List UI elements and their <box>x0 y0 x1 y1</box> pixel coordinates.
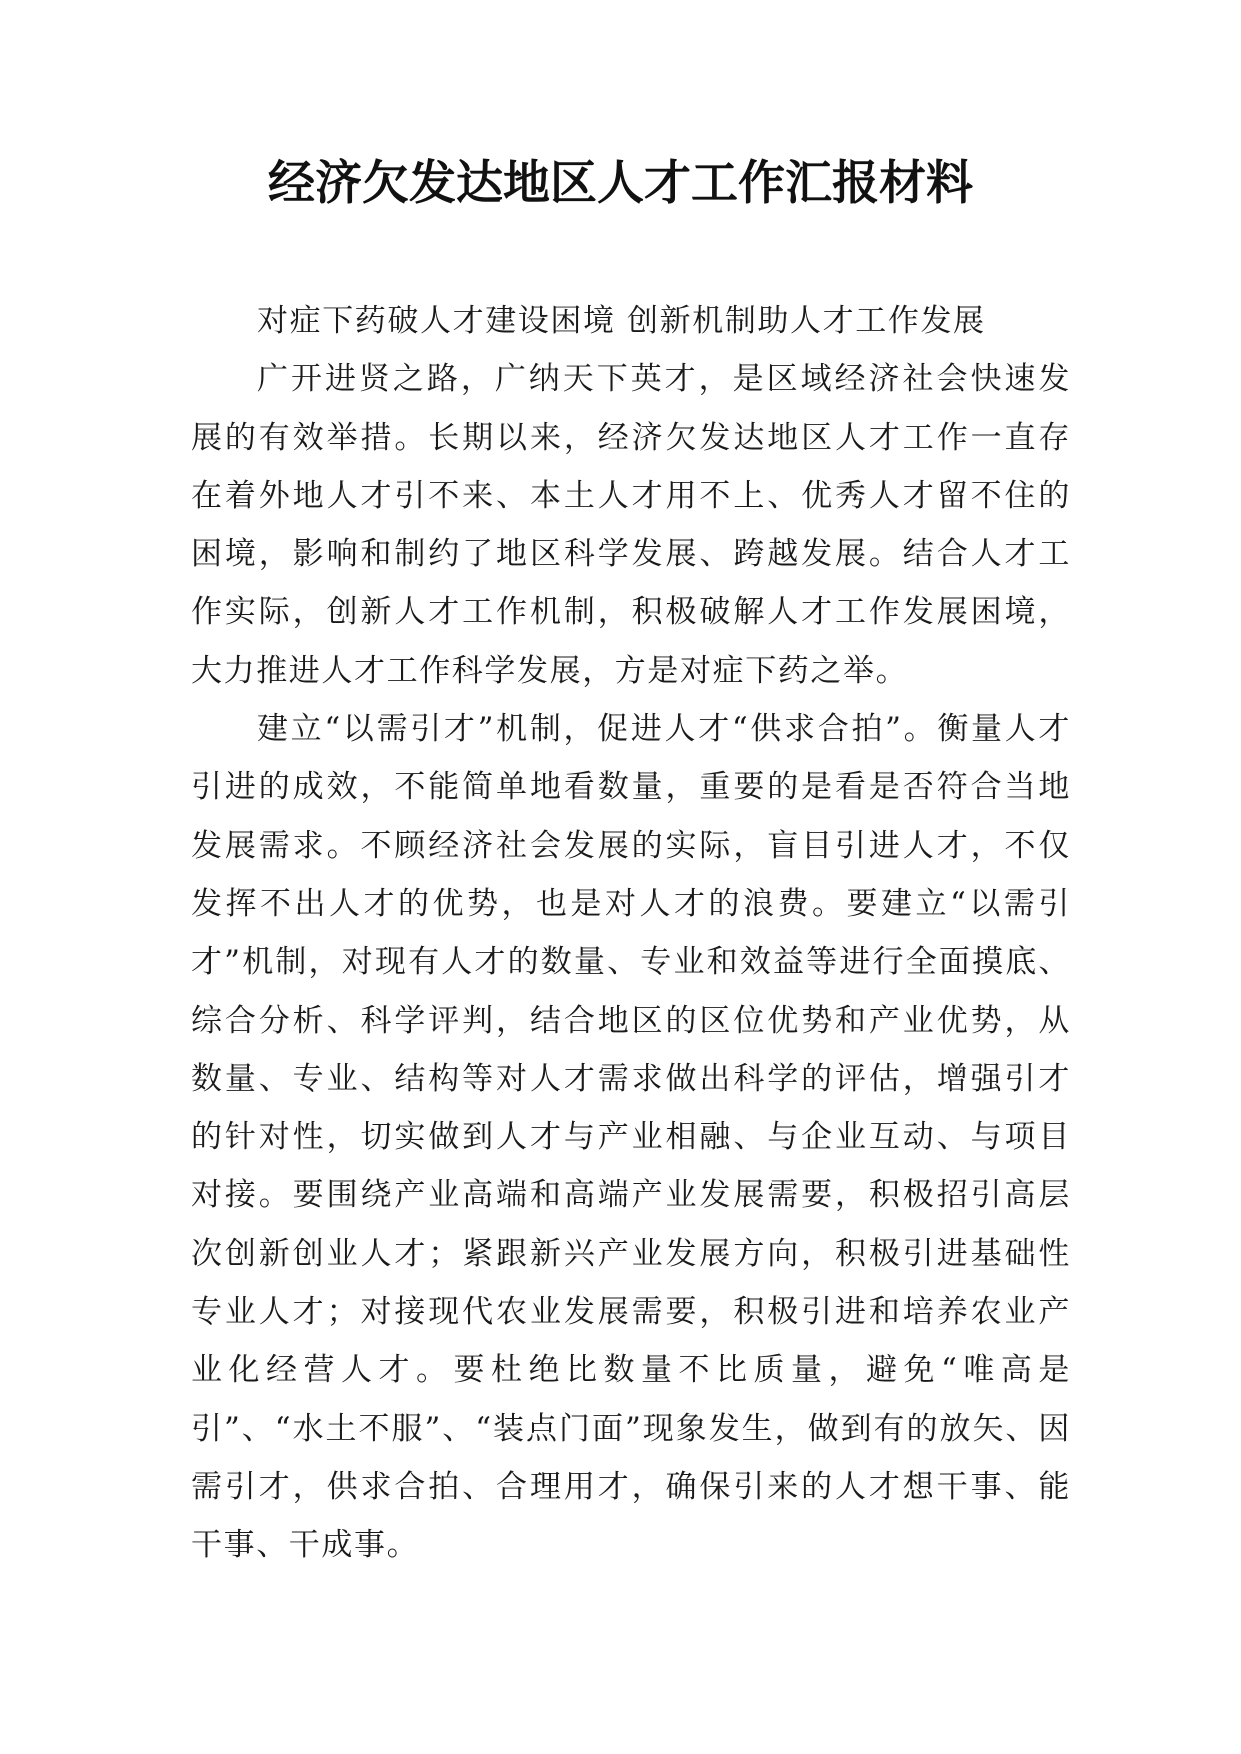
document-title: 经济欠发达地区人才工作汇报材料 <box>268 156 973 211</box>
mechanism-paragraph: 建立“以需引才”机制，促进人才“供求合拍”。衡量人才引进的成效，不能简单地看数量，重要的是看是否符合当地发展需求。不顾经济社会发展的实际，盲目引进人才，不仅发挥不出人才的优势，也是对人才的浪费。要建立“以需引才”机制，对现有人才的数量、专业和效益等进行全面摸底、综合分析、科学评判，结合地区的区位优势和产业优势，从数量、专业、结构等对人才需求做出科学的评估，增强引才的针对性，切实做到人才与产业相融、与企业互动、与项目对接。要围绕产业高端和高端产业发展需要，积极招引高层次创新创业人才；紧跟新兴产业发展方向，积极引进基础性专业人才；对接现代农业发展需要，积极引进和培养农业产业化经营人才。要杜绝比数量不比质量，避免“唯高是引”、“水土不服”、“装点门面”现象发生，做到有的放矢、因需引才，供求合拍、合理用才，确保引来的人才想干事、能干事、干成事。 <box>191 711 1071 1564</box>
intro-paragraph: 广开进贤之路，广纳天下英才，是区域经济社会快速发展的有效举措。长期以来，经济欠发达地区人才工作一直存在着外地人才引不来、本土人才用不上、优秀人才留不住的困境，影响和制约了地区科学发展、跨越发展。结合人才工作实际，创新人才工作机制，积极破解人才工作发展困境，大力推进人才工作科学发展，方是对症下药之举。 <box>191 361 1071 689</box>
document-body <box>191 292 1071 1575</box>
subheading-paragraph: 对症下药破人才建设困境 创新机制助人才工作发展 <box>257 303 986 339</box>
